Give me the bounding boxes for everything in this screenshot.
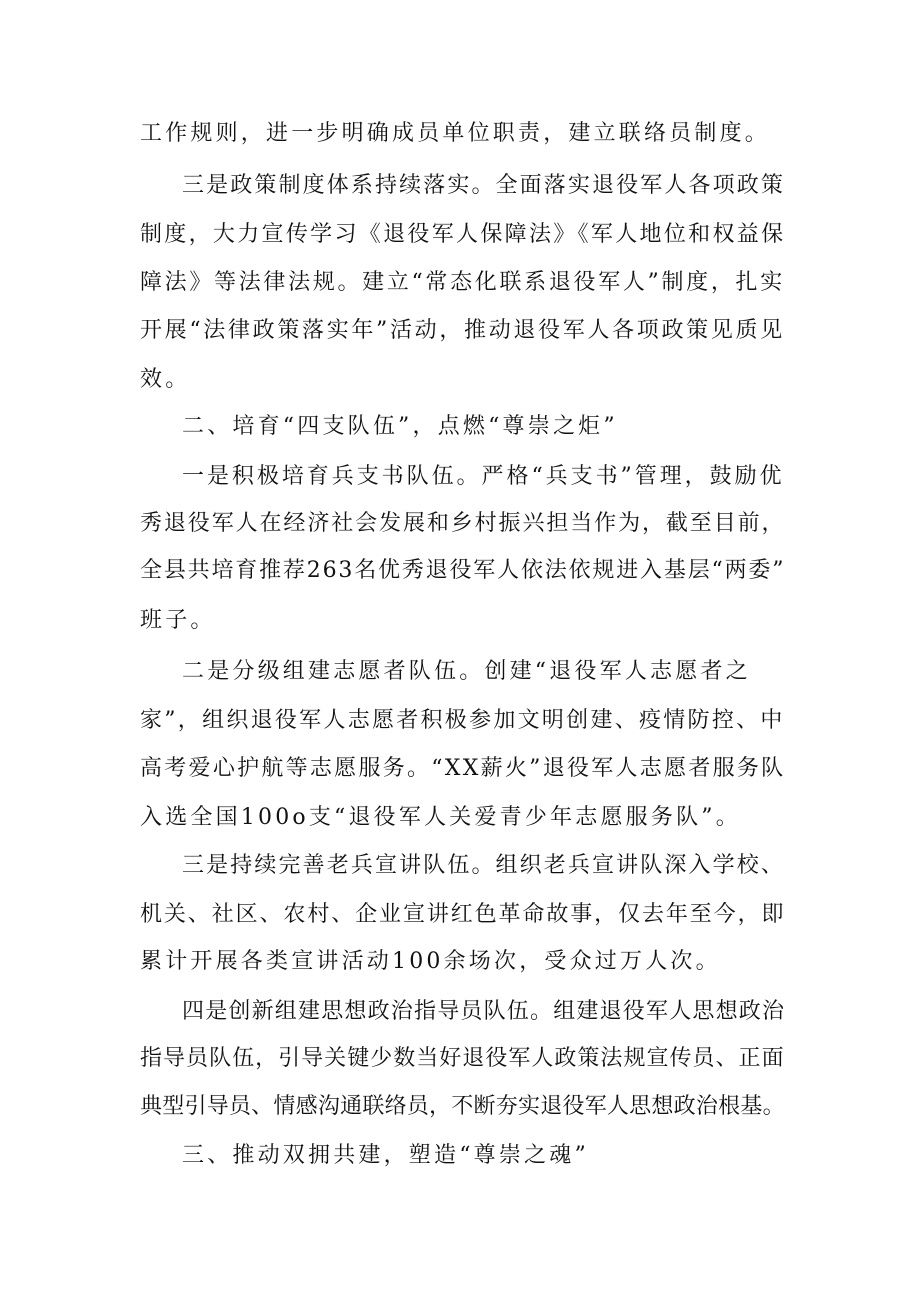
- paragraph-line: 三是政策制度体系持续落实。全面落实退役军人各项政策: [182, 173, 786, 198]
- paragraph-line: 班子。: [140, 608, 216, 633]
- paragraph-line: 累计开展各类宣讲活动100余场次，受众过万人次。: [140, 949, 721, 974]
- paragraph-line: 效。: [140, 367, 191, 392]
- paragraph-line: 秀退役军人在经济社会发展和乡村振兴担当作为，截至目前，: [140, 511, 786, 536]
- paragraph-line: 入选全国100o支“退役军人关爱青少年志愿服务队”。: [140, 805, 741, 830]
- paragraph-line: 制度，大力宣传学习《退役军人保障法》《军人地位和权益保: [140, 222, 786, 247]
- paragraph-line: 家”，组织退役军人志愿者积极参加文明创建、疫情防控、中: [140, 708, 785, 733]
- paragraph-line: 典型引导员、情感沟通联络员，不断夯实退役军人思想政治根基。: [140, 1094, 785, 1119]
- paragraph-line: 二是分级组建志愿者队伍。创建“退役军人志愿者之: [182, 659, 751, 684]
- paragraph-line: 高考爱心护航等志愿服务。“XX薪火”退役军人志愿者服务队: [140, 756, 786, 781]
- paragraph-line: 四是创新组建思想政治指导员队伍。组建退役军人思想政治: [182, 999, 786, 1024]
- section-heading: 三、推动双拥共建，塑造“尊崇之魂”: [182, 1143, 589, 1168]
- section-heading: 二、培育“四支队伍”，点燃“尊崇之炬”: [182, 414, 618, 439]
- paragraph-line: 一是积极培育兵支书队伍。严格“兵支书”管理，鼓励优: [182, 464, 785, 489]
- paragraph-line: 工作规则，进一步明确成员单位职责，建立联络员制度。: [140, 121, 771, 146]
- paragraph-line: 全县共培育推荐263名优秀退役军人依法依规进入基层“两委”: [140, 558, 786, 583]
- paragraph-line: 指导员队伍，引导关键少数当好退役军人政策法规宣传员、正面: [140, 1046, 785, 1071]
- paragraph-line: 机关、社区、农村、企业宣讲红色革命故事，仅去年至今，即: [140, 902, 786, 927]
- paragraph-line: 开展“法律政策落实年”活动，推动退役军人各项政策见质见: [140, 318, 785, 343]
- paragraph-line: 障法》等法律法规。建立“常态化联系退役军人”制度，扎实: [140, 270, 785, 295]
- paragraph-line: 三是持续完善老兵宣讲队伍。组织老兵宣讲队深入学校、: [182, 853, 786, 878]
